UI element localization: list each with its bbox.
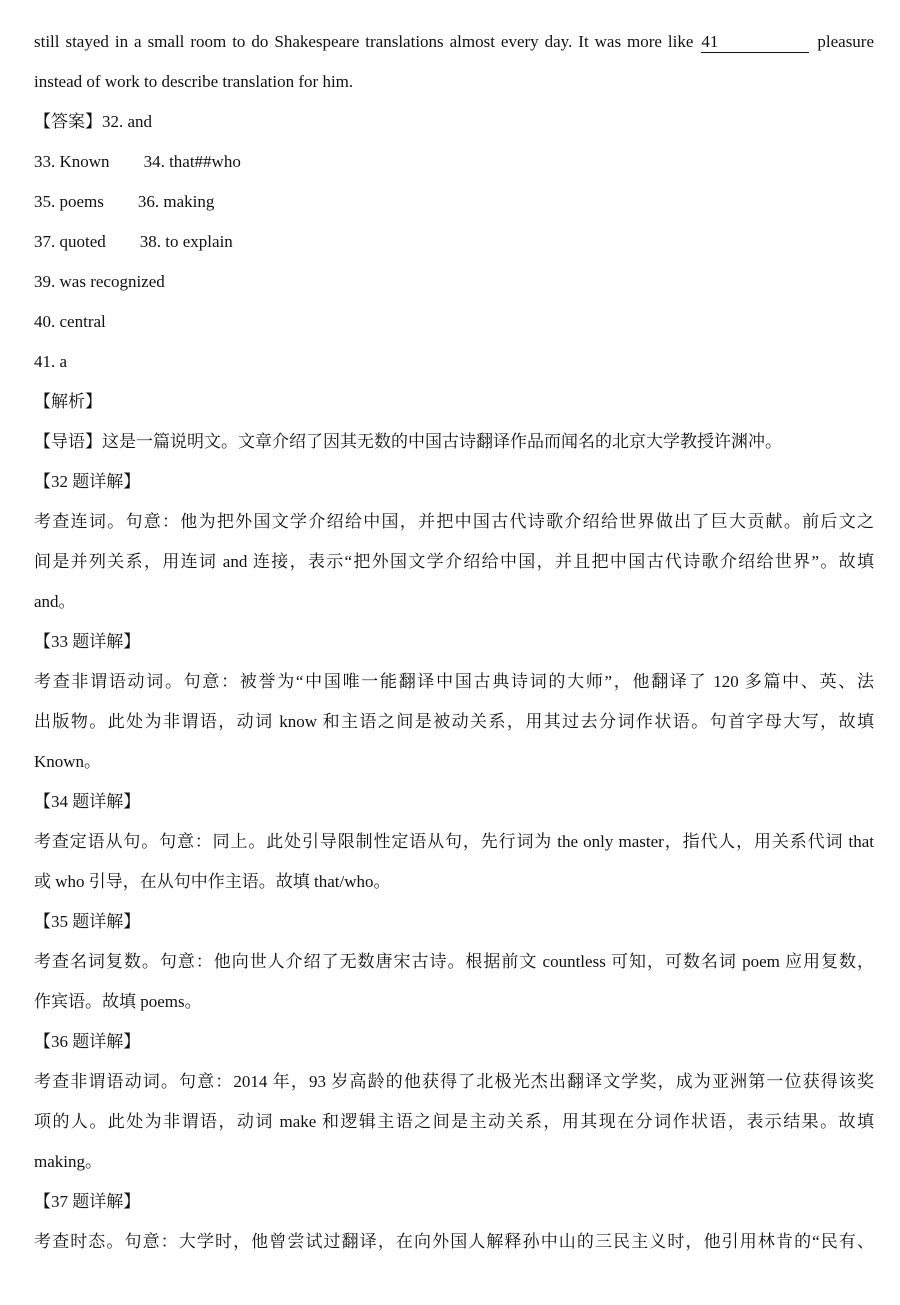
q37-line-1: 考查时态。句意：大学时，他曾尝试过翻译，在向外国人解释孙中山的三民主义时，他引用林肯的“民有、: [34, 1232, 874, 1251]
answer-37: 37. quoted: [34, 232, 106, 251]
answer-41: 41. a: [34, 352, 68, 371]
passage-text-after-blank: pleasure: [817, 32, 874, 51]
q34-title: 【34 题详解】: [34, 792, 141, 811]
answer-line-35-36: [34, 182, 874, 222]
q36-line-1: 考查非谓语动词。句意：2014 年，93 岁高龄的他获得了北极光杰出翻译文学奖，成为亚洲第一位获得该奖: [34, 1072, 874, 1091]
answer-label: 【答案】: [34, 112, 102, 131]
q33-title: 【33 题详解】: [34, 632, 141, 651]
answer-36: 36. making: [137, 192, 215, 211]
q34-line-1: 考查定语从句。句意：同上。此处引导限制性定语从句，先行词为 the only master，指代人，用关系代词 that: [34, 832, 874, 851]
answer-32: 32. and: [102, 112, 153, 131]
q32-line-2: 间是并列关系，用连词 and 连接，表示“把外国文学介绍给中国，并且把中国古代诗歌介绍给世界”。故填: [34, 552, 874, 571]
passage-line-1: [34, 22, 874, 62]
q33-line-1: 考查非谓语动词。句意：被誉为“中国唯一能翻译中国古典诗词的大师”，他翻译了 120 多篇中、英、法: [34, 672, 874, 691]
document-page: [34, 22, 874, 1262]
answer-38: 38. to explain: [139, 232, 233, 251]
q32-line-1: 考查连词。句意：他为把外国文学介绍给中国，并把中国古代诗歌介绍给世界做出了巨大贡献。前后文之: [34, 512, 874, 531]
q34-line-2: 或 who 引导，在从句中作主语。故填 that/who。: [34, 872, 391, 891]
q36-line-2: 项的人。此处为非谓语，动词 make 和逻辑主语之间是主动关系，用其现在分词作状语，表示结果。故填: [34, 1112, 874, 1131]
q35-title: 【35 题详解】: [34, 912, 141, 931]
answer-33: 33. Known: [34, 152, 110, 171]
analysis-label: 【解析】: [34, 392, 102, 411]
answer-39: 39. was recognized: [34, 272, 165, 291]
q37-title: 【37 题详解】: [34, 1192, 141, 1211]
q32-line-3: and。: [34, 592, 76, 611]
answer-blank-41: 41: [701, 32, 809, 53]
q35-line-1: 考查名词复数。句意：他向世人介绍了无数唐宋古诗。根据前文 countless 可知，可数名词 poem 应用复数，: [34, 952, 874, 971]
passage-text-before-blank: still stayed in a small room to do Shakespeare translations almost every day. It was more like: [34, 32, 694, 51]
answer-35: 35. poems: [34, 192, 104, 211]
answer-40: 40. central: [34, 312, 106, 331]
q36-title: 【36 题详解】: [34, 1032, 141, 1051]
answer-34: 34. that##who: [143, 152, 241, 171]
q33-line-3: Known。: [34, 752, 102, 771]
passage-line-2: instead of work to describe translation for him.: [34, 72, 354, 91]
answer-line-32: [34, 102, 874, 142]
answer-line-33-34: [34, 142, 874, 182]
answer-line-37-38: [34, 222, 874, 262]
guide-text: 【导语】这是一篇说明文。文章介绍了因其无数的中国古诗翻译作品而闻名的北京大学教授许渊冲。: [34, 432, 782, 451]
q32-title: 【32 题详解】: [34, 472, 141, 491]
q35-line-2: 作宾语。故填 poems。: [34, 992, 202, 1011]
q36-line-3: making。: [34, 1152, 102, 1171]
q33-line-2: 出版物。此处为非谓语，动词 know 和主语之间是被动关系，用其过去分词作状语。句首字母大写，故填: [34, 712, 874, 731]
